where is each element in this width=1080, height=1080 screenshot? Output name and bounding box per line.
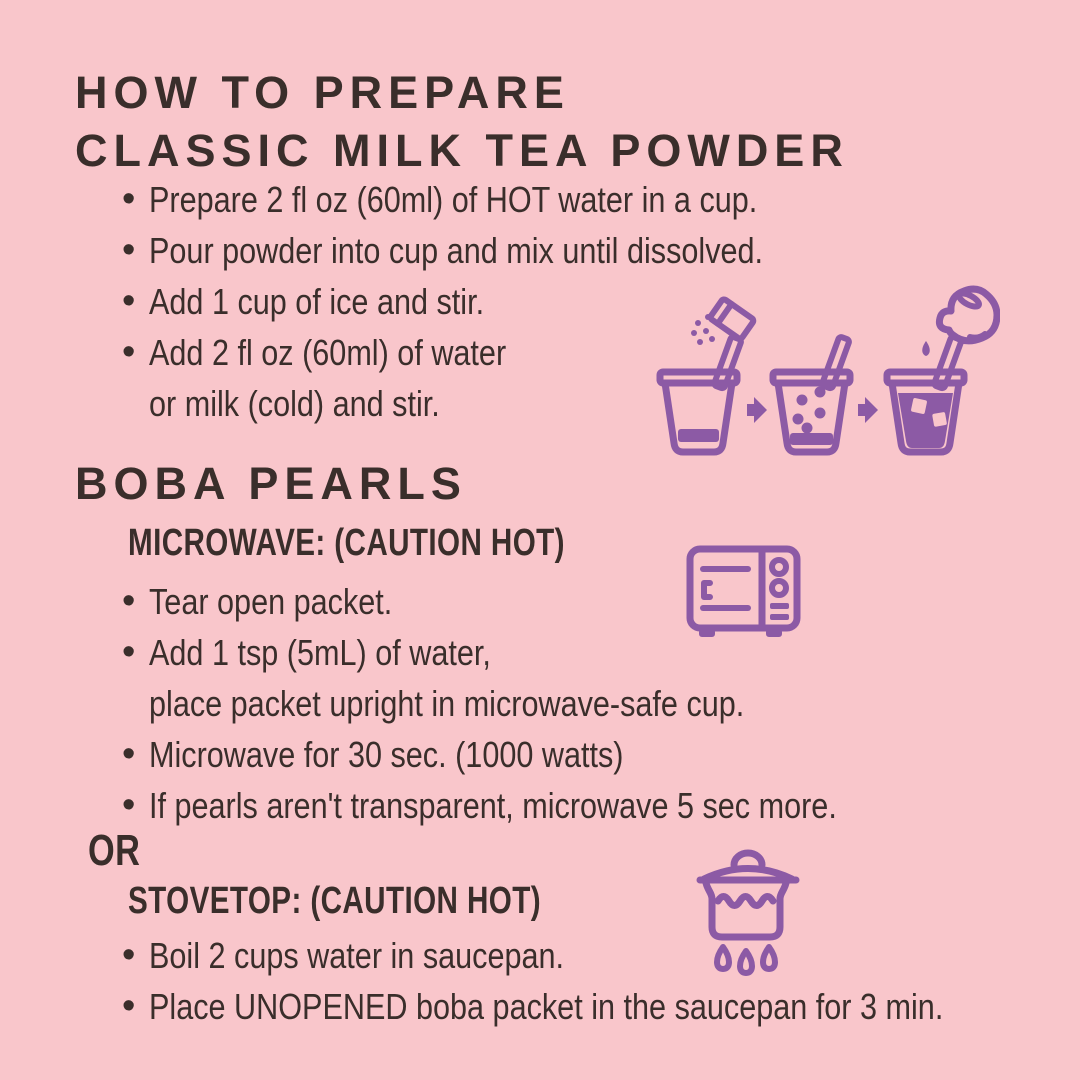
knob [772,560,786,574]
bullet-dot: • [122,280,136,322]
bullet-dot: • [122,934,136,976]
arrow-right-icon [858,397,878,423]
arrow-right-icon [747,397,767,423]
cup-rim [887,372,964,383]
list-item [122,780,958,831]
step-text: Prepare 2 fl oz (60ml) of HOT water in a cup. [149,178,758,220]
list-item [122,174,871,225]
stovetop-steps-list [122,930,1080,1032]
bullet-dot: • [122,229,136,271]
pitcher-pour-drink-cup-icon [887,289,997,452]
droplet-icon [922,341,930,356]
list-item [122,981,1080,1032]
list-item [122,930,1080,981]
microwave-subheading-text: MICROWAVE: (CAUTION HOT) [128,522,565,564]
preparation-sequence-illustration [650,285,1000,460]
page-title [75,64,849,180]
step-text: or milk (cold) and stir. [149,382,440,424]
water-wave [718,897,773,906]
stovetop-subheading-text: STOVETOP: (CAUTION HOT) [128,880,541,922]
bullet-dot: • [122,784,136,826]
list-item-continuation [122,678,958,729]
list-item [122,729,958,780]
or-label [88,826,155,876]
list-item [122,627,958,678]
step-text: Pour powder into cup and mix until dissolved. [149,229,764,271]
powder-packet-pour-cup-icon [660,298,754,452]
step-text: place packet upright in microwave-safe cup. [149,682,745,724]
title-line-2: CLASSIC MILK TEA POWDER [75,125,849,176]
list-item [122,576,958,627]
powder-layer [678,429,719,442]
bullet-dot: • [122,331,136,373]
step-text: Add 1 cup of ice and stir. [149,280,485,322]
liquid-layer [790,433,833,445]
bullet-dot: • [122,178,136,220]
powder-packet-icon [710,298,755,339]
step-text: Boil 2 cups water in saucepan. [149,934,565,976]
step-text: If pearls aren't transparent, microwave 5 sec more. [149,784,837,826]
pot-body [706,883,786,937]
pitcher-icon [939,289,997,341]
step-text: Microwave for 30 sec. (1000 watts) [149,733,624,775]
bullet-dot: • [122,580,136,622]
microwave-subheading [128,522,688,565]
bullet-dot: • [122,631,136,673]
title-line-1: HOW TO PREPARE [75,67,570,118]
step-text: Tear open packet. [149,580,393,622]
microwave-steps-list [122,576,958,831]
lid-knob [734,853,762,865]
list-item [122,225,871,276]
bullet-dot: • [122,733,136,775]
step-text: Add 2 fl oz (60ml) of water [149,331,507,373]
bullet-dot: • [122,985,136,1027]
boba-pearls-cup-icon [773,336,850,452]
stovetop-subheading [128,880,657,923]
boba-pearls-heading: BOBA PEARLS [75,458,467,509]
step-text: Place UNOPENED boba packet in the saucepan for 3 min. [149,985,944,1027]
pearls [793,387,826,434]
step-text: Add 1 tsp (5mL) of water, [149,631,491,673]
or-label-text: OR [88,826,141,875]
